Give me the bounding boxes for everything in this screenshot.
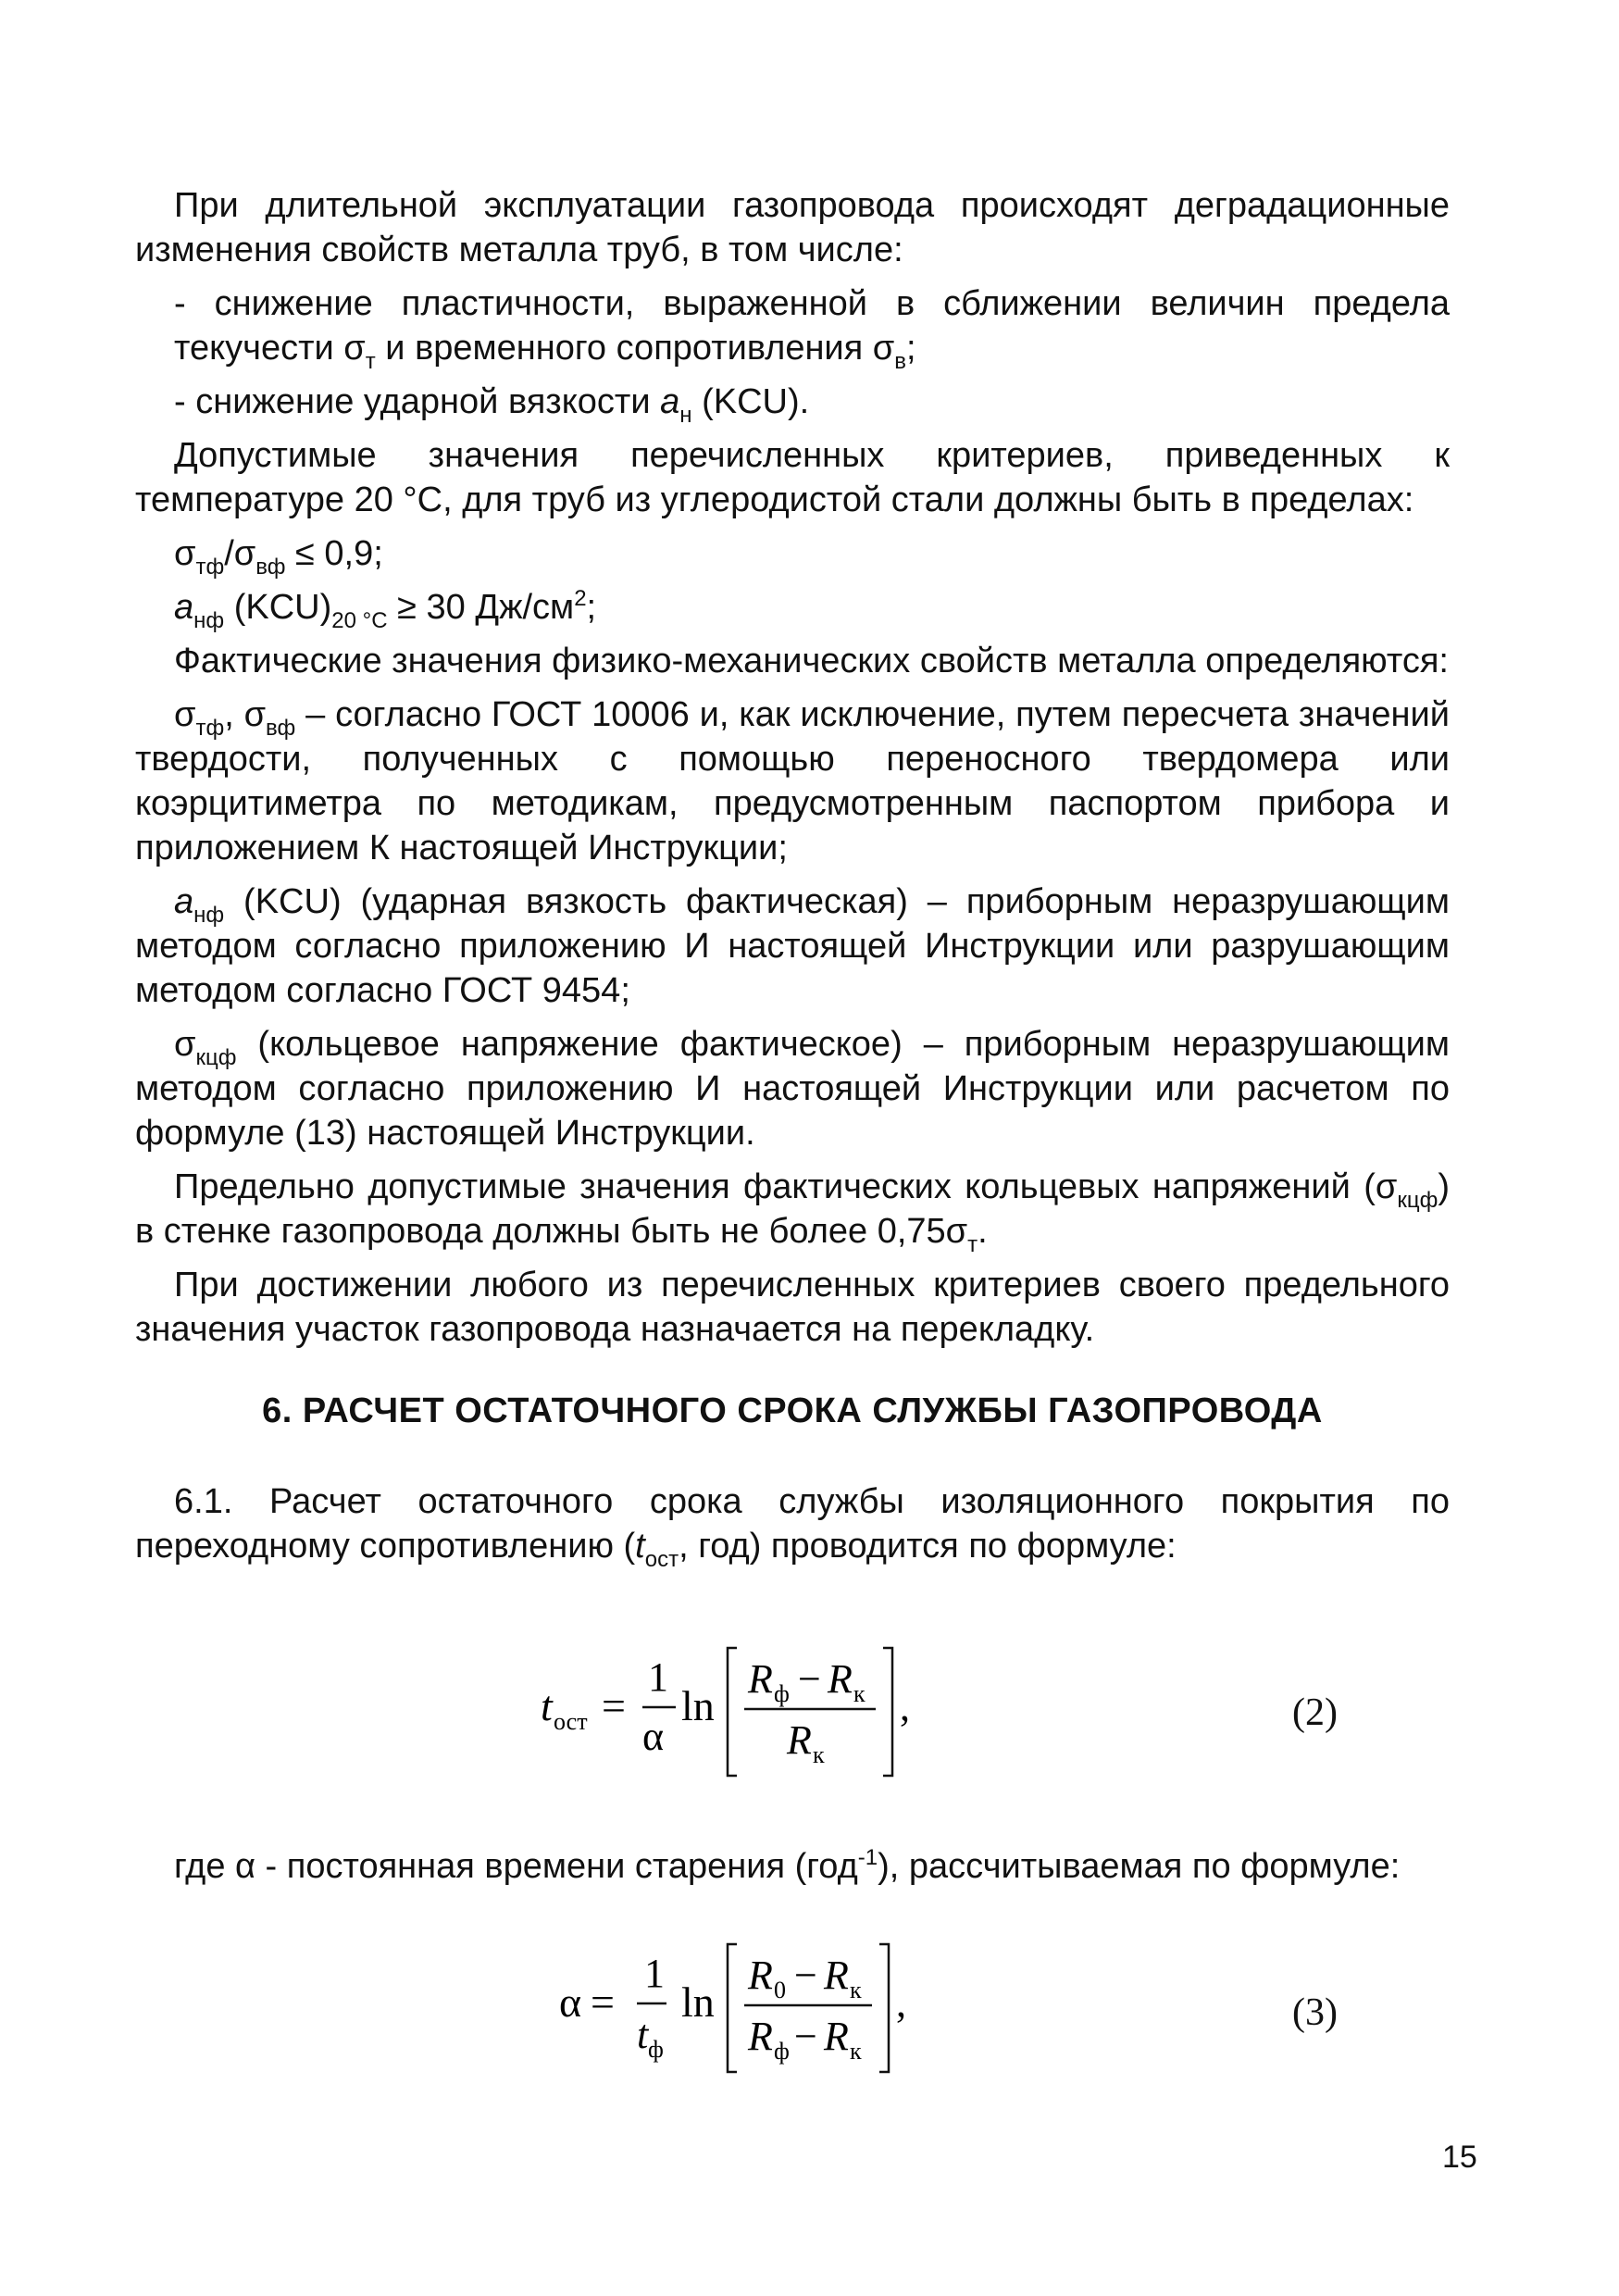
subscript: т bbox=[967, 1232, 978, 1257]
paragraph-sigma-text: – согласно ГОСТ 10006 и, как исключение, путем пересчета значений твердости, полученных с помощью переносного твердомера или коэрцитиметра по методикам, предусмотренным паспортом прибора и приложением К настоящей Инструкции; bbox=[135, 695, 1450, 867]
superscript: -1 bbox=[857, 1845, 878, 1870]
formula-2 bbox=[518, 1629, 944, 1796]
paragraph-hoop-stress-text: (кольцевое напряжение фактическое) – приборным неразрушающим методом согласно приложению И настоящей Инструкции или расчетом по формуле (13) настоящей Инструкции. bbox=[135, 1025, 1450, 1153]
bullet-impact-text: - снижение ударной вязкости bbox=[174, 382, 661, 421]
criterion-value: ≥ 30 Дж/см bbox=[387, 588, 575, 627]
left-bracket bbox=[728, 1944, 737, 2072]
paragraph-sigma bbox=[135, 693, 1450, 870]
paragraph-limit-text: Предельно допустимые значения фактических кольцевых напряжений (σ bbox=[174, 1167, 1398, 1206]
inner-denominator-rk: R bbox=[824, 2014, 849, 2059]
inner-numerator-rk-sub: к bbox=[850, 1977, 862, 2003]
subscript: вф bbox=[255, 555, 286, 580]
paragraph-intro bbox=[135, 183, 1450, 272]
inner-numerator-sub: ф bbox=[774, 1680, 790, 1707]
superscript: 2 bbox=[574, 586, 587, 611]
section-heading: 6. РАСЧЕТ ОСТАТОЧНОГО СРОКА СЛУЖБЫ ГАЗОПРОВОДА bbox=[262, 1391, 1323, 1430]
formula-fraction-denominator-sub: ф bbox=[648, 2036, 664, 2063]
punctuation: . bbox=[978, 1212, 988, 1251]
subscript: ост bbox=[644, 1547, 679, 1572]
subscript: в bbox=[894, 349, 906, 374]
inner-minus: − bbox=[798, 1656, 821, 1702]
page-number: 15 bbox=[1442, 2140, 1477, 2175]
inner-numerator-r2: R bbox=[828, 1656, 853, 1702]
subscript: нф bbox=[193, 608, 225, 633]
inner-numerator-r0-sub: 0 bbox=[774, 1977, 786, 2003]
sigma-symbol: σ bbox=[174, 695, 196, 734]
formula-fraction-denominator: t bbox=[637, 2012, 649, 2057]
paragraph-criteria bbox=[135, 433, 1450, 522]
section-6-1 bbox=[135, 1479, 1450, 1578]
formula-equals: = bbox=[591, 1978, 615, 2026]
paragraph-impact bbox=[135, 880, 1450, 1013]
formula-fraction-numerator: 1 bbox=[644, 1951, 665, 1996]
paragraph-criteria-text: Допустимые значения перечисленных критериев, приведенных к температуре 20 °С, для труб из углеродистой стали должны быть в пределах: bbox=[135, 436, 1450, 519]
criterion-value: ≤ 0,9; bbox=[285, 534, 383, 573]
bullet-impact-text: (KCU). bbox=[691, 382, 810, 421]
formula-fraction-denominator: α bbox=[642, 1714, 665, 1759]
subscript: 20 °С bbox=[331, 608, 388, 633]
left-bracket bbox=[728, 1648, 737, 1776]
section-6-1-paragraph bbox=[135, 1479, 1450, 1572]
inner-denominator-minus: − bbox=[794, 2014, 817, 2059]
inner-denominator-sub: к bbox=[813, 1741, 825, 1768]
paragraph-limit-text: ) в стенке газопровода должны быть не более 0,75σ bbox=[135, 1167, 1450, 1251]
section-6-1-text: 6.1. Расчет остаточного срока службы изоляционного покрытия по переходному сопротивлению ( bbox=[135, 1482, 1450, 1566]
inner-denominator-rf: R bbox=[748, 2014, 773, 2059]
variable: а bbox=[660, 382, 680, 421]
bullet-plasticity bbox=[135, 281, 1450, 374]
inner-numerator-rk: R bbox=[824, 1953, 849, 1998]
bullet-plasticity-text: и временного сопротивления σ bbox=[375, 329, 895, 368]
formula-3 bbox=[552, 1926, 940, 2092]
criterion-text: (KCU) bbox=[224, 588, 332, 627]
variable: а bbox=[174, 882, 194, 921]
paragraph-hoop-stress bbox=[135, 1022, 1450, 1155]
variable: t bbox=[635, 1527, 645, 1566]
subscript: тф bbox=[195, 555, 225, 580]
inner-numerator-r0: R bbox=[748, 1953, 773, 1998]
inner-denominator-rk-sub: к bbox=[850, 2038, 862, 2065]
formula-equals: = bbox=[602, 1682, 626, 1729]
inner-numerator-minus: − bbox=[794, 1953, 817, 1998]
inner-denominator-rf-sub: ф bbox=[774, 2038, 790, 2065]
bullet-plasticity-text: - снижение пластичности, выраженной в сближении величин предела текучести σ bbox=[174, 284, 1450, 368]
paragraph-actual-values bbox=[135, 639, 1450, 683]
subscript: нф bbox=[193, 903, 225, 928]
criterion-ratio bbox=[135, 531, 1450, 580]
inner-numerator-r: R bbox=[748, 1656, 773, 1702]
formula-fraction-numerator: 1 bbox=[648, 1654, 668, 1700]
subscript: тф bbox=[195, 716, 225, 741]
formula-2-number: (2) bbox=[1292, 1691, 1338, 1734]
alpha-definition bbox=[174, 1844, 1470, 1889]
right-bracket bbox=[879, 1944, 889, 2072]
sigma-symbol: σ bbox=[174, 1025, 196, 1064]
formula-3-number: (3) bbox=[1292, 1991, 1338, 2034]
inner-denominator-r: R bbox=[787, 1717, 812, 1763]
formula-ln: ln bbox=[681, 1978, 715, 2026]
punctuation: ; bbox=[586, 588, 597, 627]
paragraph-impact-text: (KCU) (ударная вязкость фактическая) – приборным неразрушающим методом согласно приложению И настоящей Инструкции или разрушающим методом согласно ГОСТ 9454; bbox=[135, 882, 1450, 1010]
subscript: кцф bbox=[195, 1045, 237, 1070]
body-text bbox=[135, 183, 1450, 1361]
formula-comma: , bbox=[896, 1980, 906, 2026]
paragraph-relay-text: При достижении любого из перечисленных критериев своего предельного значения участок газопровода назначается на перекладку. bbox=[135, 1266, 1450, 1349]
right-bracket bbox=[883, 1648, 892, 1776]
paragraph-limit bbox=[135, 1165, 1450, 1257]
subscript: н bbox=[679, 403, 692, 428]
sigma-symbol: , σ bbox=[224, 695, 267, 734]
alpha-definition-text: где α - постоянная времени старения (год bbox=[174, 1847, 858, 1886]
section-6-1-text: , год) проводится по формуле: bbox=[679, 1527, 1177, 1566]
criterion-kcu bbox=[135, 585, 1450, 633]
paragraph-relay bbox=[135, 1263, 1450, 1352]
formula-comma: , bbox=[900, 1684, 910, 1729]
paragraph-actual-values-text: Фактические значения физико-механических свойств металла определяются: bbox=[174, 642, 1449, 680]
punctuation: ; bbox=[906, 329, 916, 368]
alpha-definition-text: ), рассчитываемая по формуле: bbox=[878, 1847, 1401, 1886]
bullet-impact-strength bbox=[135, 380, 1450, 428]
formula-lhs: t bbox=[541, 1682, 553, 1729]
inner-numerator-sub2: к bbox=[853, 1680, 866, 1707]
formula-ln: ln bbox=[681, 1682, 715, 1729]
paragraph-intro-text: При длительной эксплуатации газопровода происходят деградационные изменения свойств металла труб, в том числе: bbox=[135, 186, 1450, 269]
subscript: кцф bbox=[1397, 1188, 1438, 1213]
sigma-symbol: /σ bbox=[224, 534, 256, 573]
formula-lhs-subscript: ост bbox=[554, 1708, 588, 1735]
formula-lhs: α bbox=[559, 1978, 582, 2026]
sigma-symbol: σ bbox=[174, 534, 196, 573]
subscript: т bbox=[365, 349, 376, 374]
variable: а bbox=[174, 588, 194, 627]
subscript: вф bbox=[266, 716, 296, 741]
